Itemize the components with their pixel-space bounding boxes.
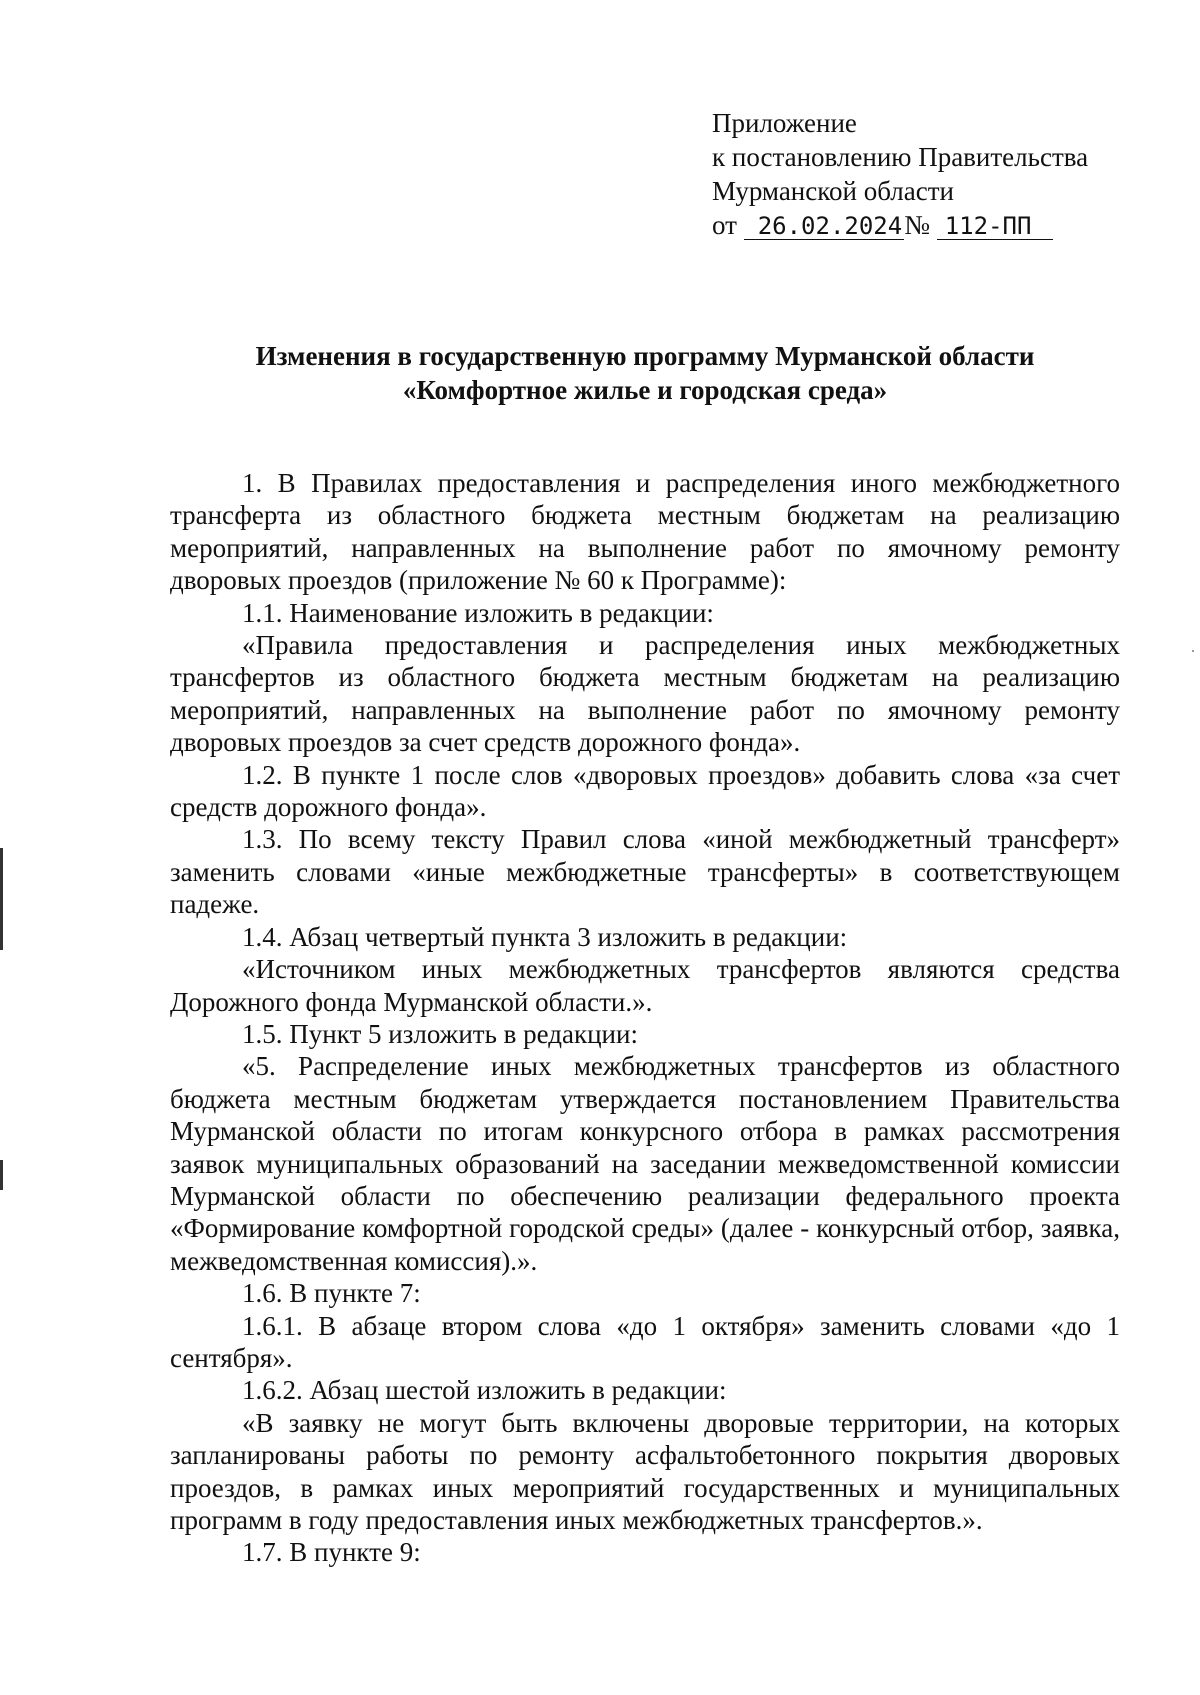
title-line: «Комфортное жилье и городская среда» (402, 375, 888, 405)
paragraph: 1.6.2. Абзац шестой изложить в редакции: (242, 1375, 727, 1406)
number-sign: № (904, 210, 930, 240)
appendix-date-line (712, 208, 1152, 242)
paragraph: 1.6. В пункте 7: (242, 1278, 421, 1309)
paragraph: «Правила предоставления и распределения иных межбюджетных трансфертов из областного бюджета местным бюджетам на реализацию мероприятий, направленных на выполнение работ по ямочному ремонту дворовых проездов за счет средств дорожного фонда». (170, 630, 1120, 758)
paragraph: 1.5. Пункт 5 изложить в редакции: (242, 1018, 638, 1049)
paragraph: «5. Распределение иных межбюджетных трансфертов из областного бюджета местным бюджетам утверждается постановлением Правительства Мурманской области по итогам конкурсного отбора в рамках рассмотрения заявок муниципальных образований на заседании межведомственной комиссии Мурманской области по обеспечению реализации федерального проекта «Формирование комфортной городской среды» (далее - конкурсный отбор, заявка, межведомственная комиссия).». (170, 1051, 1120, 1276)
appendix-line: Приложение (712, 108, 857, 138)
scan-edge-dot (1192, 650, 1194, 652)
scan-margin-mark (0, 848, 3, 950)
paragraph: 1.7. В пункте 9: (242, 1537, 421, 1568)
paragraph: «В заявку не могут быть включены дворовые территории, на которых запланированы работы по ремонту асфальтобетонного покрытия дворовых проездов, в рамках иных мероприятий государственных и муниципальных программ в году предоставления иных межбюджетных трансфертов.». (170, 1407, 1120, 1535)
decree-number: 112-ПП (937, 213, 1054, 240)
decree-date: 26.02.2024 (744, 213, 905, 240)
date-prefix: от (712, 210, 737, 240)
scan-margin-mark (0, 1160, 3, 1190)
paragraph: «Источником иных межбюджетных трансфертов являются средства Дорожного фонда Мурманской области.». (170, 954, 1120, 1017)
appendix-line: к постановлению Правительства (712, 142, 1089, 172)
paragraph: 1.4. Абзац четвертый пункта 3 изложить в редакции: (242, 921, 848, 952)
paragraph: 1.6.1. В абзаце втором слова «до 1 октября» заменить словами «до 1 сентября». (170, 1310, 1120, 1373)
document-body (170, 467, 1120, 1569)
paragraph: 1. В Правилах предоставления и распределения иного межбюджетного трансферта из областного бюджета местным бюджетам на реализацию мероприятий, направленных на выполнение работ по ямочному ремонту дворовых проездов (приложение № 60 к Программе): (170, 468, 1120, 596)
paragraph: 1.3. По всему тексту Правил слова «иной межбюджетный трансферт» заменить словами «иные межбюджетные трансферты» в соответствующем падеже. (170, 824, 1120, 920)
document-title (170, 339, 1120, 407)
paragraph: 1.2. В пункте 1 после слов «дворовых проездов» добавить слова «за счет средств дорожного фонда». (170, 759, 1120, 823)
paragraph: 1.1. Наименование изложить в редакции: (242, 597, 714, 628)
appendix-block (712, 106, 1152, 242)
title-line: Изменения в государственную программу Мурманской области (255, 341, 1035, 371)
appendix-line: Мурманской области (712, 176, 954, 206)
